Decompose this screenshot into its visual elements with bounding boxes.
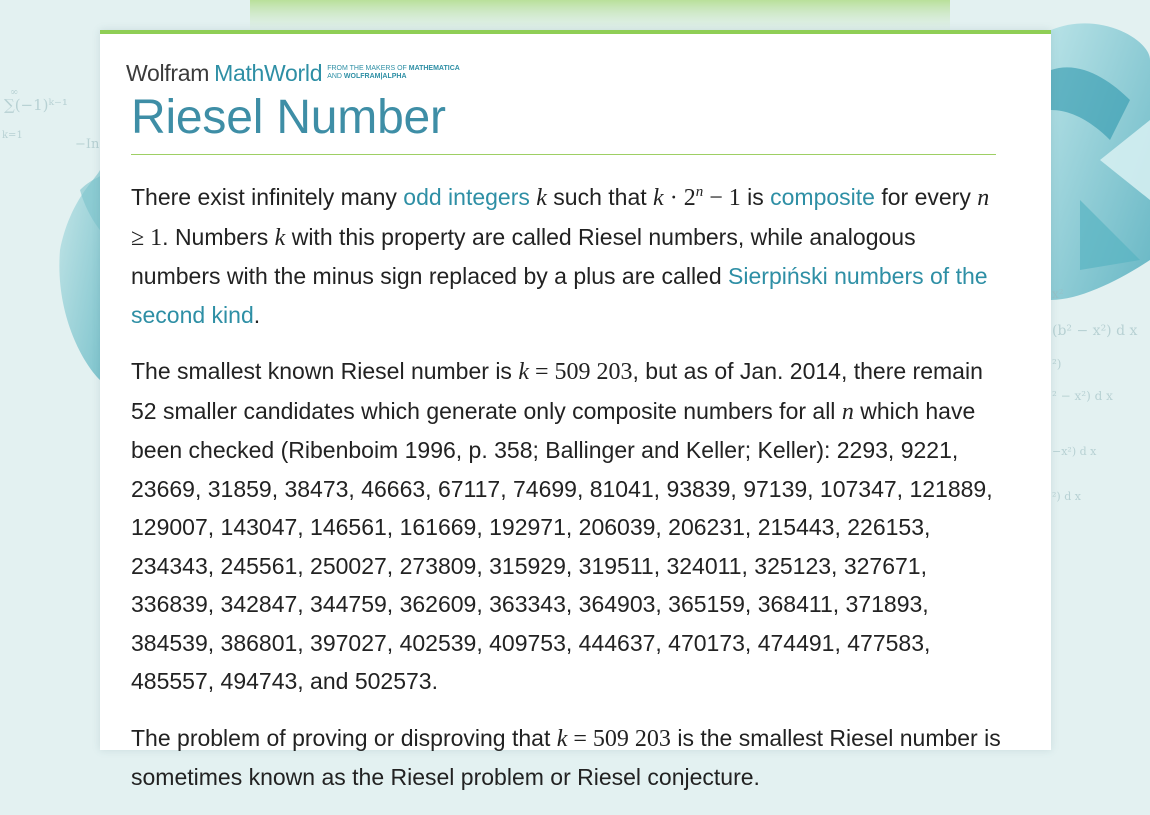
link-composite[interactable]: composite <box>770 184 875 210</box>
article-card <box>100 30 1051 790</box>
brand-mathworld: MathWorld <box>214 59 323 86</box>
bg-formula-sup: ∞ <box>10 87 19 98</box>
bg-formula-right-1: (b² − x²) d x <box>1052 323 1138 339</box>
bg-formula-left: ∑(−1)ᵏ⁻¹ <box>4 96 68 114</box>
link-odd-integers[interactable]: odd integers <box>403 184 530 210</box>
bg-formula-right-5: ²) d x <box>1052 490 1081 503</box>
math-riesel-form: $k \cdot 2^n - 1$ <box>653 184 741 211</box>
brand-tagline: FROM THE MAKERS OF MATHEMATICA AND WOLFRAM|ALPHA <box>327 65 460 80</box>
paragraph-1: There exist infinitely many odd integers k such that $k \cdot 2^n - 1$ is composite for every n ≥ 1. Numbers k with this property are called Riesel numbers, while analogous numbers with the minus sign replaced by a plus are called Sierpiński numbers of the second kind. <box>131 184 990 328</box>
paragraph-3: The problem of proving or disproving that k = 509 203 is the smallest Riesel number is sometimes known as the Riesel problem or Riesel conjecture. <box>131 724 1001 790</box>
brand-wolfram: Wolfram <box>126 59 210 86</box>
title-divider <box>131 154 996 155</box>
bg-formula-left-2: −In <box>75 137 100 152</box>
bg-formula-right-2: ²) <box>1052 357 1062 371</box>
bg-formula-right-6: x² <box>1052 287 1064 301</box>
bg-formula-right-4: −x²) d x <box>1052 445 1097 458</box>
page-title: Riesel Number <box>131 91 446 144</box>
site-brand[interactable] <box>126 60 460 86</box>
paragraph-2: The smallest known Riesel number is k = 509 203, but as of Jan. 2014, there remain 52 smaller candidates which generate only composite numbers for all n which have been checked (Ribenboim 1996, p. 358; Ballinger and Keller; Keller): 2293, 9221, 23669, 31859, 38473, 46663, 67117, 74699, 81041, 93839, 97139, 107347, 121889, 129007, 143047, 146561, 161669, 192971, 206039, 206231, 215443, 226153, 234343, 245561, 250027, 273809, 315929, 319511, 324011, 325123, 327671, 336839, 342847, 344759, 362609, 363343, 364903, 365159, 368411, 371893, 384539, 386801, 397027, 402539, 409753, 444637, 470173, 474491, 477583, 485557, 494743, and 502573. <box>131 358 993 694</box>
article-body <box>131 173 1001 815</box>
link-sierpinski-numbers[interactable]: Sierpiński numbers of the second kind <box>131 263 988 328</box>
bg-formula-sub: k=1 <box>2 130 23 141</box>
bg-formula-right-3: ² − x²) d x <box>1052 389 1113 403</box>
math-smallest-riesel: k = 509 203 <box>518 359 633 385</box>
